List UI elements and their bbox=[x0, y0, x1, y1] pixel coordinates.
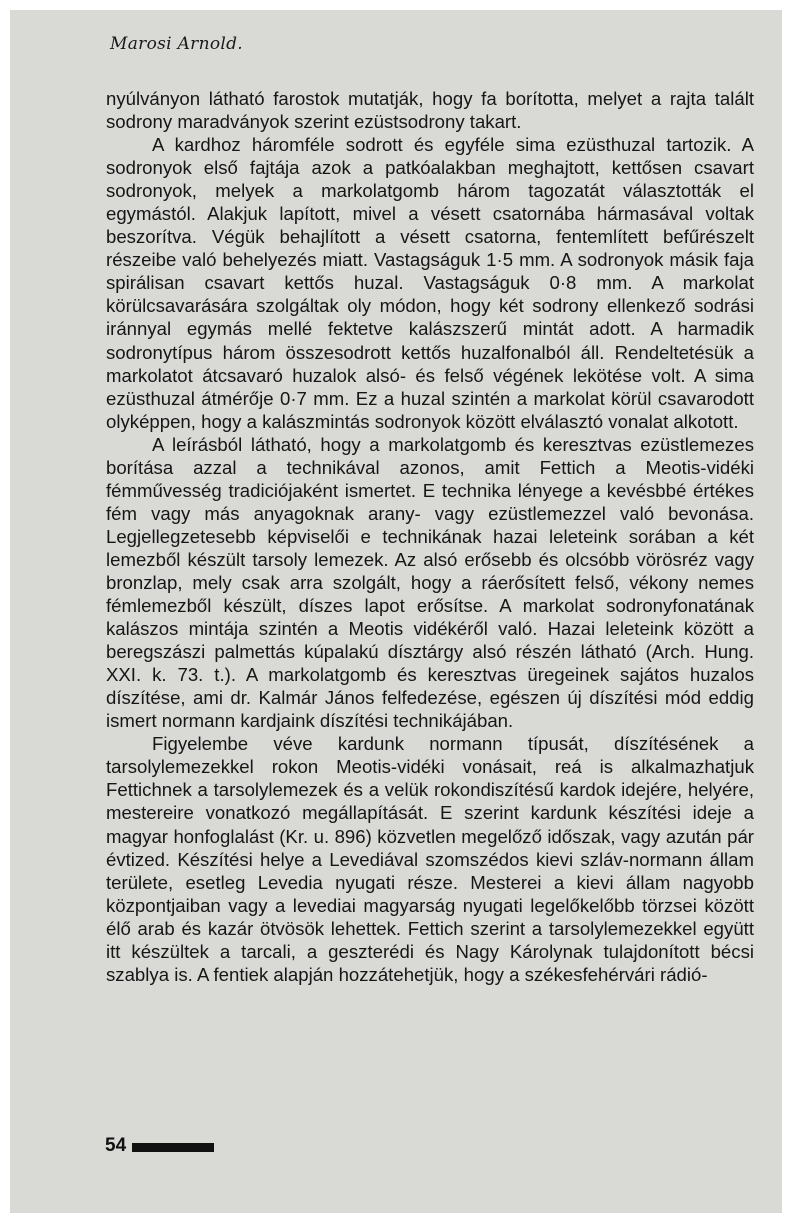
paragraph: A leírásból látható, hogy a markolatgomb és keresztvas ezüstlemezes borítása azzal a technikával azonos, amit Fettich a Meotis-vidéki fémművesség tradiciójaként ismertet. E technika lényege a kevésbbé értékes fém vagy más anyagoknak arany- vagy ezüstlemezzel való bevonása. Legjellegzetesebb képviselői e technikának hazai leleteink sorában a két lemezből készült tarsoly lemezek. Az alsó erősebb és olcsóbb vörösréz vagy bronzlap, mely csak arra szolgált, hogy a ráerősített felső, vékony nemes fémlemezből készült, díszes lapot erősítse. A markolat sodronyfonatának kalászos mintája szintén a Meotis vidékéről való. Hazai leleteink között a beregszászi palmettás kúpalakú dísztárgy alsó részén látható (Arch. Hung. XXI. k. 73. t.). A markolatgomb és keresztvas üregeinek sajátos huzalos díszítése, ami dr. Kalmár János felfedezése, egészen új díszítési mód eddig ismert normann kardjaink díszítési technikájában. bbox=[106, 433, 754, 732]
paragraph: Figyelembe véve kardunk normann típusát, díszítésének a tarsolylemezekkel rokon Meotis-vidéki vonásait, reá is alkalmazhatjuk Fettichnek a tarsolylemezek és a velük rokondiszítésű kardok idejére, helyére, mestereire vonatkozó megállapítását. E szerint kardunk készítési ideje a magyar honfoglalást (Kr. u. 896) közvetlen megelőző időszak, vagy azután pár évtized. Készítési helye a Levediával szomszédos kievi szláv-normann állam területe, esetleg Levedia nyugati része. Mesterei a kievi állam nagyobb központjaiban vagy a levediai magyarság nyugati legelőkelőbb törzsei között élő arab és kazár ötvösök lehettek. Fettich szerint a tarsolylemezekkel együtt itt készültek a tarcali, a geszterédi és Nagy Károlynak tulajdonított bécsi szablya is. A fentiek alapján hozzátehetjük, hogy a székesfehérvári rádió- bbox=[106, 733, 754, 985]
page-number: 54 bbox=[105, 1135, 127, 1156]
page-footer bbox=[105, 1135, 214, 1157]
book-page bbox=[10, 10, 782, 1213]
running-head: Marosi Arnold. bbox=[110, 34, 243, 54]
paragraph: nyúlványon látható farostok mutatják, hogy fa borította, melyet a rajta talált sodrony maradványok szerint ezüstsodrony takart. bbox=[106, 88, 754, 133]
footer-rule bbox=[132, 1143, 214, 1152]
paragraph: A kardhoz háromféle sodrott és egyféle sima ezüsthuzal tartozik. A sodronyok első fajtája azok a patkóalakban meghajtott, kettősen csavart sodronyok, melyek a markolatgomb három tagozatát választották el egymástól. Alakjuk lapított, mivel a vésett csatornába hármasával voltak beszorítva. Végük behajlított a vésett csatorna, fentemlített befűrészelt részeibe való behelyezés miatt. Vastagságuk 1·5 mm. A sodronyok másik faja spirálisan csavart kettős huzal. Vastagságuk 0·8 mm. A markolat körülcsavarására szolgáltak oly módon, hogy két sodrony ellenkező sodrási iránnyal egymás mellé fektetve kalászszerű mintát adott. A harmadik sodronytípus három összesodrott kettős huzalfonalból áll. Rendeltetésük a markolatot átcsavaró huzalok alsó- és felső végének lekötése volt. A sima ezüsthuzal átmérője 0·7 mm. Ez a huzal szintén a markolat körül csavarodott olyképpen, hogy a kalászmintás sodronyok között elválasztó vonalat alkotott. bbox=[106, 134, 754, 432]
body-text bbox=[106, 87, 754, 986]
